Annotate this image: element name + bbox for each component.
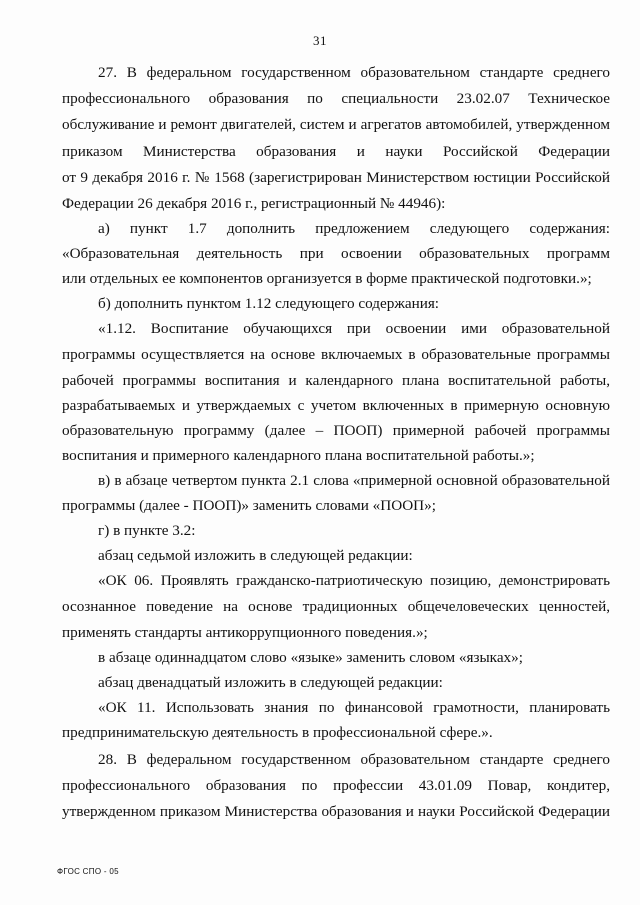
text-line: приказом Министерства образования и науки Российской Федерации: [62, 143, 610, 160]
text-line: б) дополнить пунктом 1.12 следующего содержания:: [98, 295, 440, 312]
text-line: Федерации 26 декабря 2016 г., регистрационный № 44946):: [62, 195, 446, 212]
page-number: 31: [313, 33, 327, 48]
text-line: образовательную программу (далее – ПООП) примерной рабочей программы: [62, 422, 610, 439]
text-line: или отдельных ее компонентов организуется в форме практической подготовки.»;: [62, 270, 592, 287]
text-line: профессионального образования по профессии 43.01.09 Повар, кондитер,: [62, 777, 610, 794]
text-line: в абзаце одиннадцатом слово «языке» заменить словом «языках»;: [98, 649, 523, 666]
footer-label: ФГОС СПО - 05: [57, 867, 119, 876]
text-line: «1.12. Воспитание обучающихся при освоении ими образовательной: [98, 320, 610, 337]
text-line: абзац двенадцатый изложить в следующей редакции:: [98, 674, 443, 691]
text-line: 27. В федеральном государственном образовательном стандарте среднего: [98, 64, 610, 81]
text-line: разрабатываемых и утверждаемых с учетом включенных в примерную основную: [62, 397, 610, 414]
text-line: профессионального образования по специальности 23.02.07 Техническое: [62, 90, 610, 107]
text-line: от 9 декабря 2016 г. № 1568 (зарегистрирован Министерством юстиции Российской: [62, 169, 610, 186]
text-line: рабочей программы воспитания и календарного плана воспитательной работы,: [62, 372, 610, 389]
text-line: «Образовательная деятельность при освоении образовательных программ: [62, 245, 610, 262]
text-line: «ОК 06. Проявлять гражданско-патриотическую позицию, демонстрировать: [98, 572, 610, 589]
text-line: воспитания и примерного календарного плана воспитательной работы.»;: [62, 447, 535, 464]
text-line: 28. В федеральном государственном образовательном стандарте среднего: [98, 751, 610, 768]
text-line: утвержденном приказом Министерства образования и науки Российской Федерации: [62, 803, 610, 820]
text-line: в) в абзаце четвертом пункта 2.1 слова «примерной основной образовательной: [98, 472, 610, 489]
text-line: программы (далее - ПООП)» заменить словами «ПООП»;: [62, 497, 436, 514]
text-line: осознанное поведение на основе традиционных общечеловеческих ценностей,: [62, 598, 610, 615]
text-line: «ОК 11. Использовать знания по финансовой грамотности, планировать: [98, 699, 610, 716]
text-line: программы осуществляется на основе включаемых в образовательные программы: [62, 346, 610, 363]
text-line: абзац седьмой изложить в следующей редакции:: [98, 547, 413, 564]
text-line: обслуживание и ремонт двигателей, систем и агрегатов автомобилей, утвержденном: [62, 116, 610, 133]
text-line: г) в пункте 3.2:: [98, 522, 196, 539]
text-line: применять стандарты антикоррупционного поведения.»;: [62, 624, 428, 641]
text-line: предпринимательскую деятельность в профессиональной сфере.».: [62, 724, 493, 741]
text-line: а) пункт 1.7 дополнить предложением следующего содержания:: [98, 220, 610, 237]
